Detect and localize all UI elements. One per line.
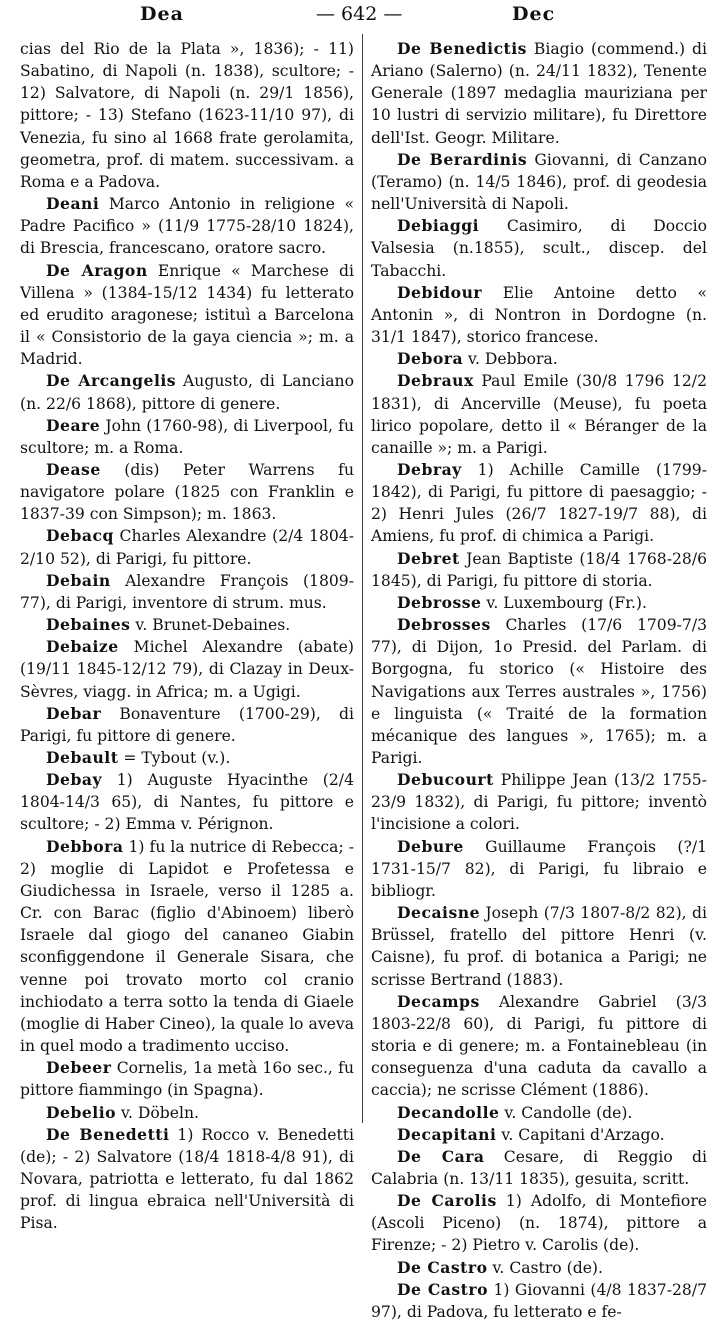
- dictionary-entry: [371, 836, 707, 902]
- entry-text: v. Capitani d'Arzago.: [496, 1125, 665, 1144]
- dictionary-entry: [20, 193, 354, 259]
- header-right-guide-word: Dec: [512, 3, 556, 25]
- entry-text: v. Candolle (de).: [499, 1103, 633, 1122]
- entry-text: Augusto, di Lanciano (n. 22/6 1868), pittore di genere.: [20, 372, 354, 413]
- entry-headword: Debret: [397, 548, 460, 568]
- entry-headword: Debeer: [46, 1058, 112, 1078]
- dictionary-entry: [371, 548, 707, 592]
- left-column: [20, 38, 355, 1233]
- entry-headword: Dease: [46, 459, 101, 479]
- entry-headword: Decapitani: [397, 1124, 497, 1144]
- dictionary-entry: [20, 415, 354, 459]
- entry-headword: Debaines: [46, 615, 131, 635]
- entry-headword: Debidour: [397, 282, 483, 302]
- entry-text: Enrique « Marchese di Villena » (1384-15/12 1434) fu letterato ed erudito aragonese; istituì a Barcelona il « Consistorio de la gaya ciencia »; m. a Madrid.: [20, 261, 354, 369]
- dictionary-entry: [20, 260, 354, 371]
- entry-headword: Debbora: [46, 836, 124, 856]
- dictionary-entry: [371, 1257, 707, 1279]
- entry-headword: De Aragon: [46, 260, 148, 280]
- dictionary-entry: [371, 614, 707, 769]
- column-divider: [362, 34, 363, 1123]
- dictionary-entry: [371, 215, 707, 281]
- dictionary-entry: [20, 769, 354, 835]
- entry-text: Philippe Jean (13/2 1755-23/9 1832), di Parigi, fu pittore; inventò l'incisione a colori.: [371, 771, 707, 834]
- entry-text: 1) Giovanni (4/8 1837-28/7 97), di Padova, fu letterato e fe-: [371, 1280, 707, 1321]
- entry-text: Biagio (commend.) di Ariano (Salerno) (n. 24/11 1832), Tenente Generale (1897 medaglia mauriziana per 10 lustri di servizio militare), fu Direttore dell'Ist. Geogr. Militare.: [371, 40, 707, 147]
- entry-headword: De Castro: [397, 1257, 488, 1277]
- entry-headword: De Cara: [397, 1146, 485, 1166]
- entry-headword: Deani: [46, 194, 100, 214]
- entry-headword: Decamps: [397, 991, 480, 1011]
- header-left-guide-word: Dea: [140, 3, 184, 25]
- entry-text: Giovanni, di Canzano (Teramo) (n. 14/5 1846), prof. di geodesia nell'Università di Napoli.: [371, 150, 707, 214]
- dictionary-entry: [20, 747, 354, 769]
- entry-text: Jean Baptiste (18/4 1768-28/6 1845), di Parigi, fu pittore di storia.: [371, 549, 707, 590]
- entry-headword: Decaisne: [397, 903, 481, 923]
- entry-headword: Deare: [46, 415, 101, 435]
- entry-text: Bonaventure (1700-29), di Parigi, fu pittore di genere.: [20, 704, 354, 745]
- entry-headword: Debay: [46, 770, 103, 790]
- dictionary-entry: [371, 370, 707, 459]
- entry-headword: Debain: [46, 570, 111, 590]
- entry-headword: Debrosses: [397, 615, 491, 635]
- entry-text: 1) fu la nutrice di Rebecca; - 2) moglie di Lapidot e Profetessa e Giudichessa in Israele, verso il 1285 a. Cr. con Barac (figlio d'Abinoem) liberò Israele dal giogo del cananeo Giabin sconfiggendone il Generale Sisara, che venne poi trovato morto col cranio inchiodato a terra sotto la tenda di Giaele (moglie di Haber Cineo), la quale lo aveva in quel modo a tradimento ucciso.: [20, 837, 354, 1056]
- entry-text: Elie Antoine detto « Antonin », di Nontron in Dordogne (n. 31/1 1847), storico francese.: [371, 283, 707, 347]
- dictionary-entry: [371, 459, 707, 548]
- dictionary-entry: [20, 370, 354, 414]
- entry-text: 1) Adolfo, di Montefiore (Ascoli Piceno) (n. 1874), pittore a Firenze; - 2) Pietro v. Carolis (de).: [371, 1192, 707, 1255]
- dictionary-entry: [371, 1279, 707, 1323]
- entry-text: 1) Achille Camille (1799-1842), di Parigi, fu pittore di paesaggio; - 2) Henri Jules (26/7 1827-19/7 88), di Amiens, fu prof. di chimica a Parigi.: [371, 460, 707, 546]
- dictionary-entry: [371, 1124, 707, 1146]
- entry-text: Cornelis, 1a metà 16o sec., fu pittore fiammingo (in Spagna).: [20, 1059, 354, 1100]
- page-header: [0, 0, 718, 28]
- entry-text: Paul Emile (30/8 1796 12/2 1831), di Ancerville (Meuse), fu poeta lirico popolare, detto il « Béranger de la canaille »; m. a Parigi.: [371, 372, 707, 457]
- entry-text: = Tybout (v.).: [118, 749, 231, 767]
- entry-text: Charles Alexandre (2/4 1804-2/10 52), di Parigi, fu pittore.: [20, 527, 354, 568]
- entry-text: Cesare, di Reggio di Calabria (n. 13/11 1835), gesuita, scritt.: [371, 1147, 707, 1188]
- entry-headword: De Castro: [397, 1279, 488, 1299]
- dictionary-entry: [20, 614, 354, 636]
- entry-text: Alexandre François (1809-77), di Parigi, inventore di strum. mus.: [20, 571, 354, 612]
- entry-text: Joseph (7/3 1807-8/2 82), di Brüssel, fratello del pittore Henri (v. Caisne), fu prof. di botanica a Parigi; ne scrisse Bertrand (1883).: [371, 904, 707, 989]
- entry-text: Alexandre Gabriel (3/3 1803-22/8 60), di Parigi, fu pittore di storia e di genere; m. a Fontainebleau (in conseguenza d'una caduta da cavallo a caccia); ne scrisse Clément (1886).: [371, 992, 707, 1100]
- entry-headword: Decandolle: [397, 1102, 500, 1122]
- entry-headword: Debrosse: [397, 592, 482, 612]
- entry-headword: Debault: [46, 748, 119, 767]
- dictionary-entry: [371, 1190, 707, 1256]
- entry-text: Charles (17/6 1709-7/3 77), di Dijon, 1o Presid. del Parlam. di Borgogna, fu storico (« Histoire des Navigations aux Terres australes », 1756) e linguista (« Traité de la formation mécanique des langues », 1765); m. a Parigi.: [371, 616, 707, 767]
- entry-text: v. Debbora.: [463, 350, 558, 369]
- dictionary-entry: [20, 570, 354, 614]
- entry-headword: Debucourt: [397, 770, 494, 790]
- entry-headword: Debelio: [46, 1102, 117, 1122]
- entry-text: (dis) Peter Warrens fu navigatore polare (1825 con Franklin e 1837-39 con Simpson); m. 1863.: [20, 460, 354, 524]
- dictionary-entry: [371, 902, 707, 991]
- dictionary-entry: [20, 636, 354, 702]
- entry-headword: De Benedictis: [397, 39, 527, 58]
- dictionary-entry: [20, 1057, 354, 1101]
- dictionary-entry: [371, 282, 707, 348]
- entry-text: v. Castro (de).: [487, 1258, 603, 1277]
- entry-headword: Debaize: [46, 637, 119, 657]
- entry-text: Michel Alexandre (abate) (19/11 1845-12/12 79), di Clazay in Deux-Sèvres, viagg. in Africa; m. a Ugigi.: [20, 638, 354, 701]
- dictionary-entry: [371, 991, 707, 1102]
- dictionary-entry: [371, 769, 707, 835]
- entry-headword: Debiaggi: [397, 216, 480, 236]
- dictionary-entry: [20, 836, 354, 1058]
- dictionary-entry: [371, 348, 707, 370]
- entry-headword: Debora: [397, 349, 464, 369]
- dictionary-entry: [20, 1102, 354, 1124]
- dictionary-entry: [20, 459, 354, 525]
- dictionary-entry: [20, 38, 354, 193]
- entry-text: Guillaume François (?/1 1731-15/7 82), di Parigi, fu libraio e bibliogr.: [371, 837, 707, 900]
- entry-text: 1) Rocco v. Benedetti (de); - 2) Salvatore (18/4 1818-4/8 91), di Novara, patriotta e letterato, fu dal 1862 prof. di lingua ebraica nell'Università di Pisa.: [20, 1125, 355, 1233]
- entry-text: Marco Antonio in religione « Padre Pacifico » (11/9 1775-28/10 1824), di Brescia, francescano, oratore sacro.: [20, 195, 354, 258]
- entry-headword: De Benedetti: [46, 1124, 170, 1144]
- dictionary-entry: [371, 38, 707, 149]
- entry-headword: De Arcangelis: [46, 371, 177, 391]
- entry-text: Casimiro, di Doccio Valsesia (n.1855), scult., discep. del Tabacchi.: [371, 217, 707, 280]
- entry-text: 1) Auguste Hyacinthe (2/4 1804-14/3 65), di Nantes, fu pittore e scultore; - 2) Emma v. Pérignon.: [20, 771, 354, 834]
- entry-headword: Debraux: [397, 371, 474, 391]
- entry-text: cias del Rio de la Plata », 1836); - 11) Sabatino, di Napoli (n. 1838), scultore; - 12) Salvatore, di Napoli (n. 29/1 1856), pittore; - 13) Stefano (1623-11/10 97), di Venezia, fu sino al 1668 frate gerolamita, geometra, prof. di matem. successivam. a Roma e a Padova.: [20, 40, 354, 191]
- dictionary-entry: [371, 149, 707, 215]
- dictionary-entry: [20, 525, 354, 569]
- dictionary-entry: [371, 1102, 707, 1124]
- entry-text: v. Döbeln.: [116, 1103, 199, 1122]
- entry-headword: De Berardinis: [397, 149, 528, 169]
- dictionary-entry: [371, 592, 707, 614]
- entry-text: John (1760-98), di Liverpool, fu scultore; m. a Roma.: [20, 416, 354, 457]
- entry-headword: Debar: [46, 703, 102, 723]
- entry-text: v. Brunet-Debaines.: [130, 616, 291, 635]
- entry-text: v. Luxembourg (Fr.).: [481, 593, 647, 612]
- entry-headword: De Carolis: [397, 1191, 497, 1211]
- dictionary-entry: [20, 1124, 354, 1235]
- entry-headword: Debure: [397, 836, 464, 856]
- dictionary-entry: [20, 703, 354, 747]
- entry-headword: Debray: [397, 459, 462, 479]
- right-column: [371, 38, 707, 1321]
- page-number: — 642 —: [316, 3, 403, 25]
- dictionary-entry: [371, 1146, 707, 1190]
- entry-headword: Debacq: [46, 526, 114, 546]
